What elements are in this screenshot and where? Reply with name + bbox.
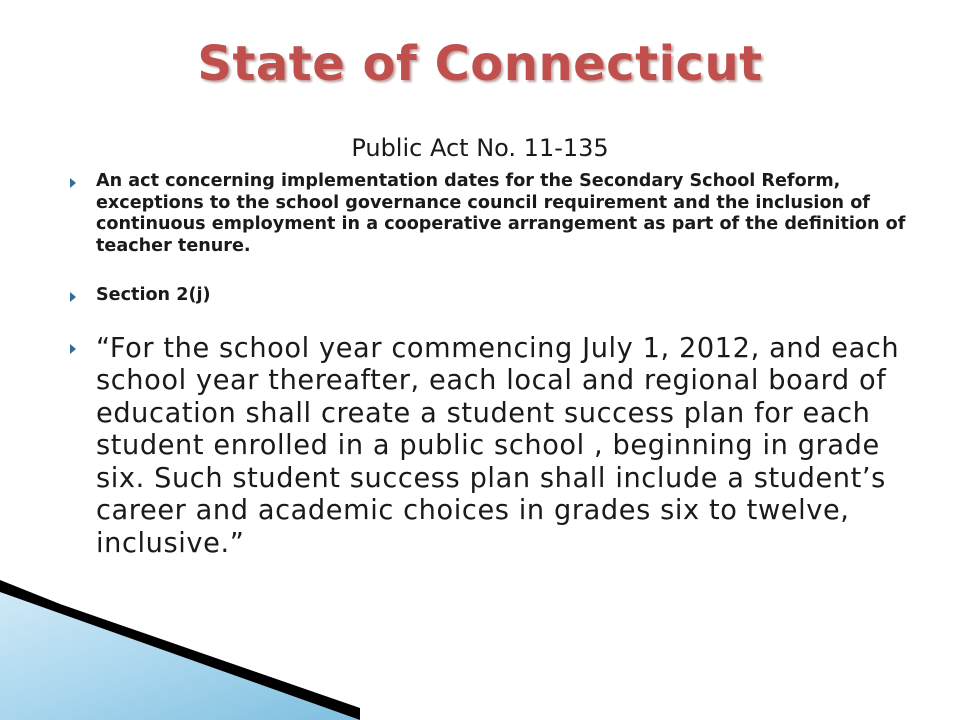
- bullet-arrow-icon: [70, 344, 76, 354]
- bullet-arrow-icon: [70, 292, 76, 302]
- bullet-item-act-description: [62, 171, 932, 257]
- bullet-item-section: [62, 285, 932, 307]
- bullet-text: An act concerning implementation dates for the Secondary School Reform, exceptions to the school governance council requirement and the inclusion of continuous employment in a cooperative arrangement as part of the definition of teacher tenure.: [96, 171, 906, 256]
- bullet-text: Section 2(j): [96, 285, 211, 305]
- slide-subtitle: Public Act No. 11-135: [351, 134, 609, 162]
- bullet-list: [62, 171, 932, 560]
- bullet-item-quote: [62, 333, 932, 561]
- corner-decoration: [0, 580, 360, 720]
- bullet-text: “For the school year commencing July 1, 2012, and each school year thereafter, each local and regional board of education shall create a student success plan for each student enrolled in a public school , beginning in grade six. Such student success plan shall include a student’s career and academic choices in grades six to twelve, inclusive.”: [96, 332, 900, 559]
- slide-title: State of Connecticut: [197, 36, 763, 92]
- bullet-arrow-icon: [70, 178, 76, 188]
